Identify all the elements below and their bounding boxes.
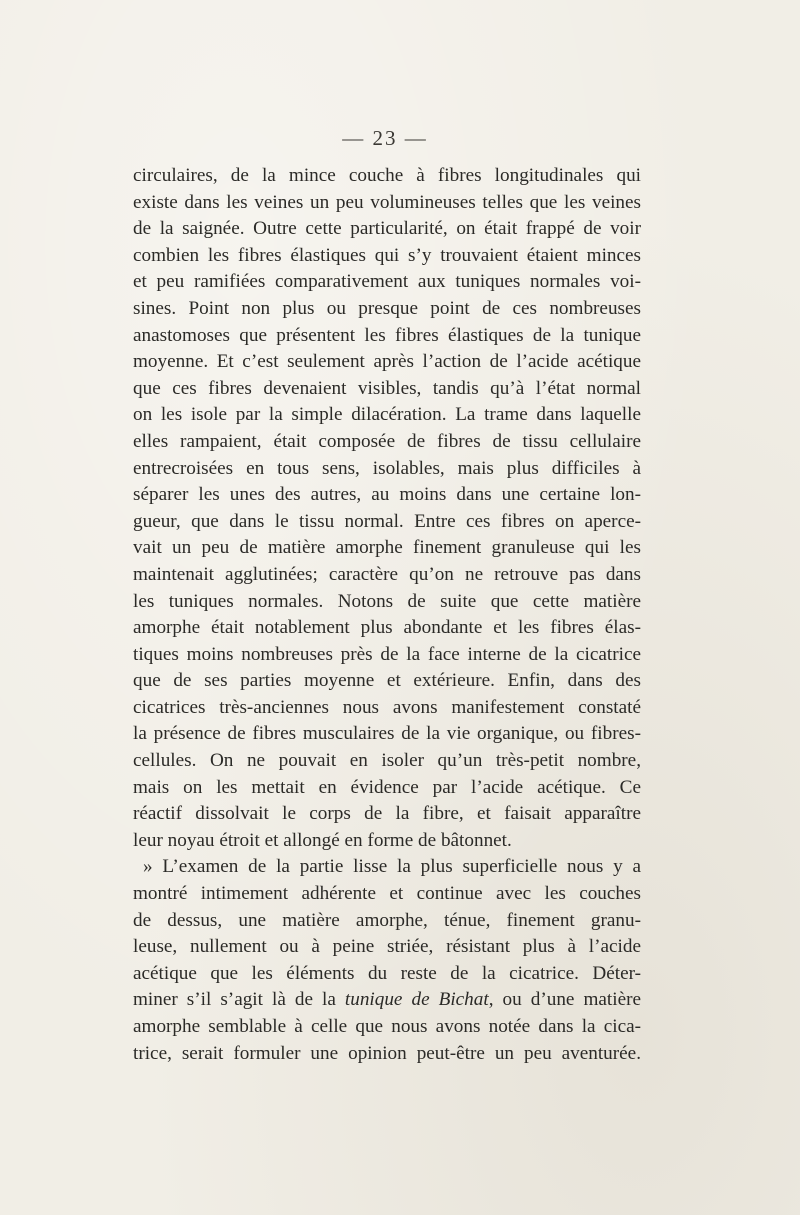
text-line: cellules. On ne pouvait en isoler qu’un très-petit nombre,: [133, 750, 641, 772]
text-line: sines. Point non plus ou presque point de ces nombreuses: [133, 297, 641, 319]
text-line: de dessus, une matière amorphe, ténue, finement granu-: [133, 909, 641, 931]
text-line: montré intimement adhérente et continue avec les couches: [133, 883, 641, 905]
text-line: entrecroisées en tous sens, isolables, mais plus difficiles à: [133, 457, 641, 479]
text-line: la présence de fibres musculaires de la vie organique, ou fibres-: [133, 723, 641, 745]
text-line: que ces fibres devenaient visibles, tandis qu’à l’état normal: [133, 377, 641, 399]
text-line-with-italic: [133, 987, 641, 1014]
text-line: gueur, que dans le tissu normal. Entre ces fibres on aperce-: [133, 510, 641, 532]
text-line: amorphe semblable à celle que nous avons notée dans la cica-: [133, 1016, 641, 1037]
line-segment: , ou d’une matière: [488, 989, 641, 1011]
text-line: de la saignée. Outre cette particularité, on était frappé de voir: [133, 218, 641, 240]
text-line: leuse, nullement ou à peine striée, résistant plus à l’acide: [133, 936, 641, 958]
text-line: circulaires, de la mince couche à fibres longitudinales qui: [133, 165, 641, 186]
text-line: les tuniques normales. Notons de suite que cette matière: [133, 590, 641, 612]
text-line: moyenne. Et c’est seulement après l’action de l’acide acétique: [133, 351, 641, 373]
text-line: maintenait agglutinées; caractère qu’on ne retrouve pas dans: [133, 563, 641, 585]
text-line: tiques moins nombreuses près de la face interne de la cicatrice: [133, 643, 641, 665]
paragraph-end-line: leur noyau étroit et allongé en forme de bâtonnet.: [133, 829, 512, 851]
text-line: anastomoses que présentent les fibres élastiques de la tunique: [133, 324, 641, 346]
text-line: séparer les unes des autres, au moins dans une certaine lon-: [133, 484, 641, 506]
text-line: amorphe était notablement plus abondante et les fibres élas-: [133, 617, 641, 639]
italic-term: tunique de Bichat: [344, 989, 489, 1011]
text-line: et peu ramifiées comparativement aux tuniques normales voi-: [133, 271, 641, 293]
body-text: [133, 163, 641, 1067]
page-number: — 23 —: [342, 126, 428, 150]
line-segment: miner s’il s’agit là de la: [133, 989, 345, 1011]
text-line: mais on les mettait en évidence par l’acide acétique. Ce: [133, 776, 641, 798]
text-line: acétique que les éléments du reste de la cicatrice. Déter-: [133, 962, 641, 984]
text-line: vait un peu de matière amorphe finement granuleuse qui les: [133, 537, 641, 559]
text-line: elles rampaient, était composée de fibres de tissu cellulaire: [133, 430, 641, 452]
paragraph-start-line: » L’examen de la partie lisse la plus superficielle nous y a: [143, 856, 641, 878]
text-line: trice, serait formuler une opinion peut-être un peu aventurée.: [133, 1042, 641, 1064]
text-line: on les isole par la simple dilacération. La trame dans laquelle: [133, 404, 641, 426]
text-line: réactif dissolvait le corps de la fibre, et faisait apparaître: [133, 803, 641, 825]
text-line: que de ses parties moyenne et extérieure. Enfin, dans des: [133, 670, 641, 692]
text-line: existe dans les veines un peu volumineuses telles que les veines: [133, 191, 641, 213]
text-line: combien les fibres élastiques qui s’y trouvaient étaient minces: [133, 244, 641, 266]
text-line: cicatrices très-anciennes nous avons manifestement constaté: [133, 696, 641, 718]
